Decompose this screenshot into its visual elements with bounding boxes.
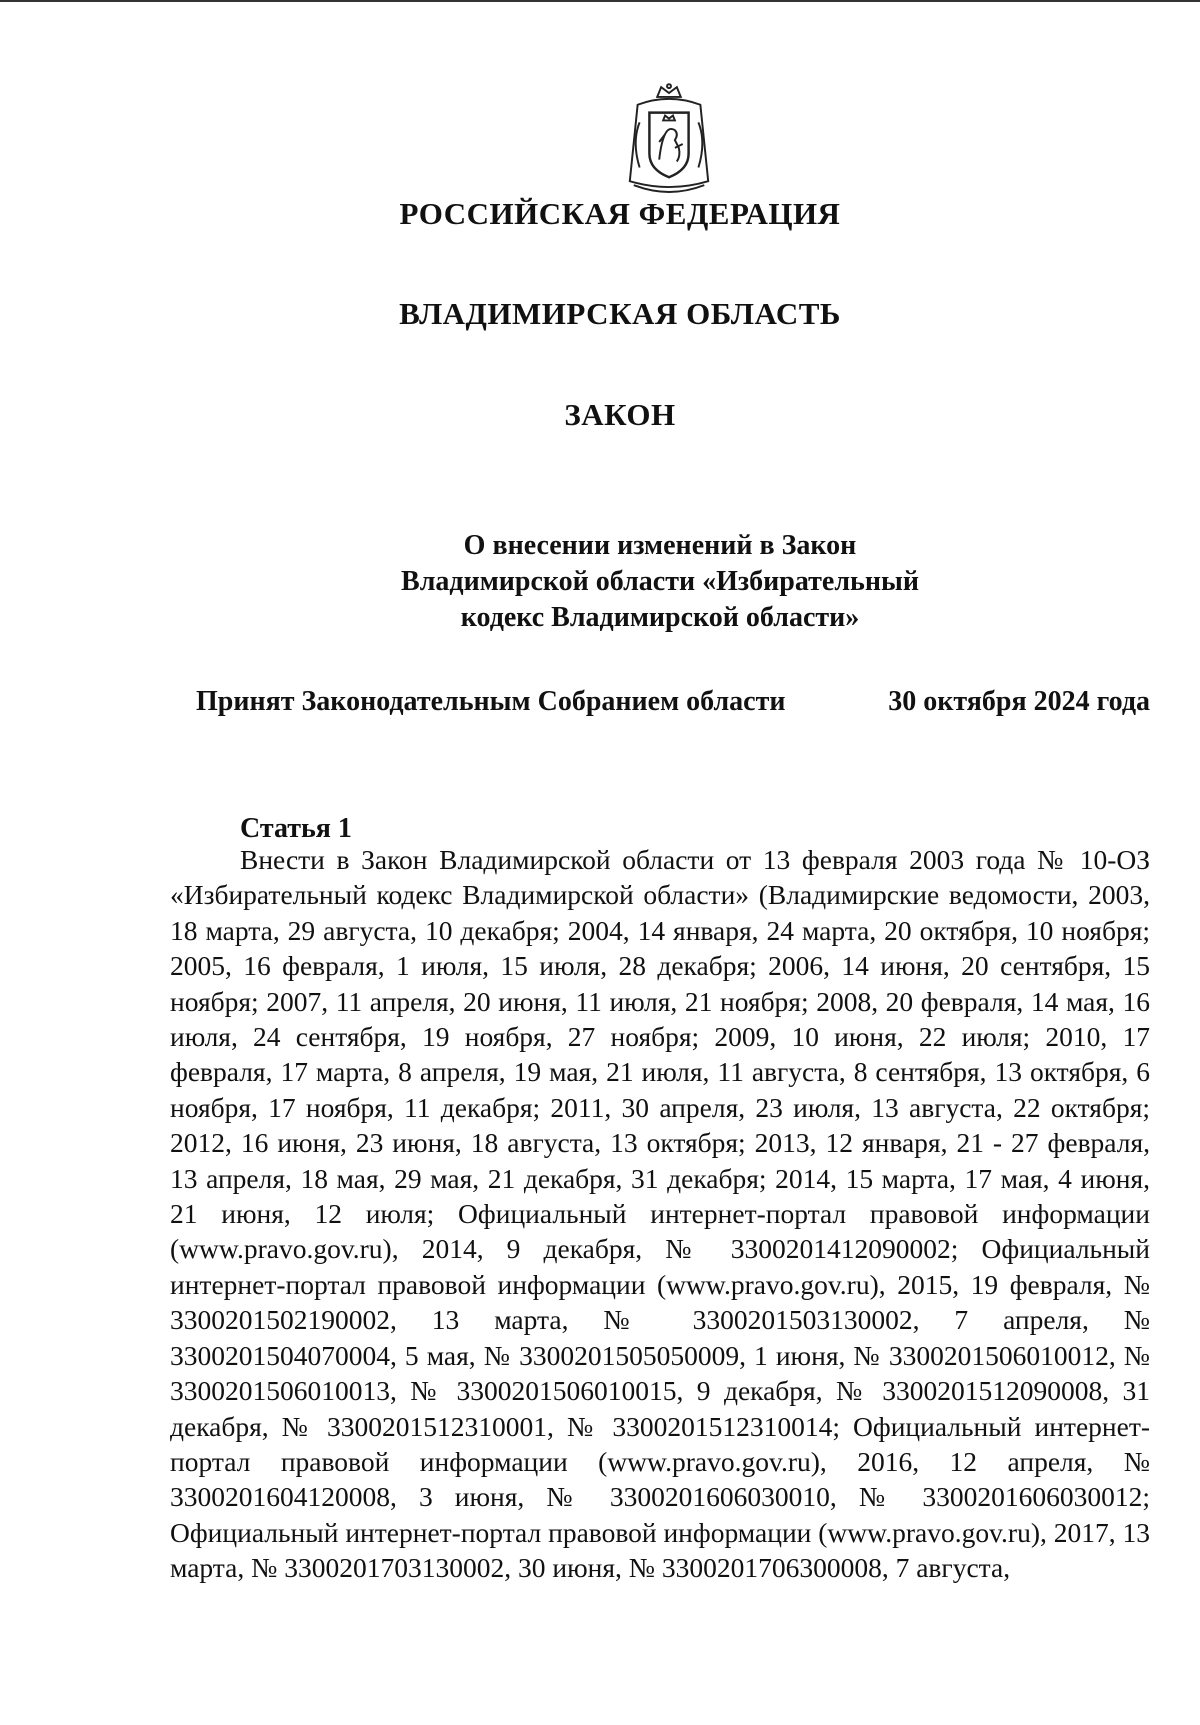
document-type-heading: ЗАКОН — [564, 397, 676, 432]
law-title-line: Владимирской области «Избирательный — [401, 566, 919, 597]
law-title — [340, 528, 980, 636]
page-top-border — [0, 0, 1200, 2]
adoption-line — [196, 686, 1150, 718]
coat-of-arms-icon — [620, 82, 718, 202]
law-title-line: О внесении изменений в Закон — [463, 530, 857, 561]
country-heading: РОССИЙСКАЯ ФЕДЕРАЦИЯ — [399, 196, 841, 231]
law-title-line: кодекс Владимирской области» — [460, 602, 860, 633]
region-heading: ВЛАДИМИРСКАЯ ОБЛАСТЬ — [399, 296, 841, 331]
article-body: Внести в Закон Владимирской области от 13 февраля 2003 года № 10-ОЗ «Избирательный кодекс Владимирской области» (Владимирские ведомости, 2003, 18 марта, 29 августа, 10 декабря; 2004, 14 января, 24 марта, 20 октября, 10 ноября; 2005, 16 февраля, 1 июля, 15 июля, 28 декабря; 2006, 14 июня, 20 сентября, 15 ноября; 2007, 11 апреля, 20 июня, 11 июля, 21 ноября; 2008, 20 февраля, 14 мая, 16 июля, 24 сентября, 19 ноября, 27 ноября; 2009, 10 июня, 22 июля; 2010, 17 февраля, 17 марта, 8 апреля, 19 мая, 21 июля, 11 августа, 8 сентября, 13 октября, 6 ноября, 17 ноября, 11 декабря; 2011, 30 апреля, 23 июля, 13 августа, 22 октября; 2012, 16 июня, 23 июня, 18 августа, 13 октября; 2013, 12 января, 21 - 27 февраля, 13 апреля, 18 мая, 29 мая, 21 декабря, 31 декабря; 2014, 15 марта, 17 мая, 4 июня, 21 июня, 12 июля; Официальный интернет-портал правовой информации (www.pravo.gov.ru), 2014, 9 декабря, № 3300201412090002; Официальный интернет-портал правовой информации (www.pravo.gov.ru), 2015, 19 февраля, № 3300201502190002, 13 марта, № 3300201503130002, 7 апреля, № 3300201504070004, 5 мая, № 3300201505050009, 1 июня, № 3300201506010012, № 3300201506010013, № 3300201506010015, 9 декабря, № 3300201512090008, 31 декабря, № 3300201512310001, № 3300201512310014; Официальный интернет-портал правовой информации (www.pravo.gov.ru), 2016, 12 апреля, № 3300201604120008, 3 июня, № 3300201606030010, № 3300201606030012; Официальный интернет-портал правовой информации (www.pravo.gov.ru), 2017, 13 марта, № 3300201703130002, 30 июня, № 3300201706300008, 7 августа, — [170, 844, 1150, 1584]
article-heading: Статья 1 — [240, 813, 352, 844]
adopted-date: 30 октября 2024 года — [888, 686, 1150, 717]
adopted-by: Принят Законодательным Собранием области — [196, 686, 786, 717]
